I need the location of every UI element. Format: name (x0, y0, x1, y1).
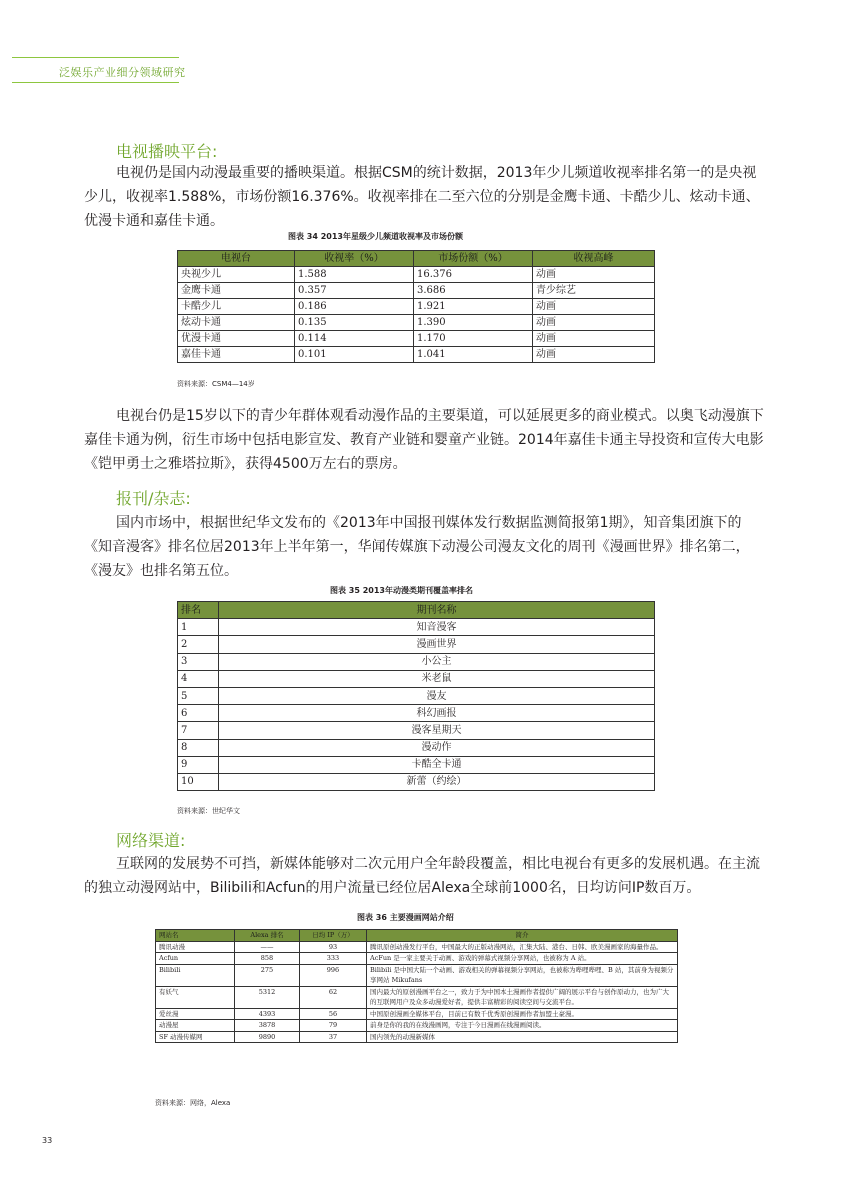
table-row (178, 739, 655, 756)
table-row (178, 670, 655, 687)
table-row (156, 941, 678, 953)
t34-cell: 1.170 (414, 331, 533, 347)
t34-cell: 动画 (533, 299, 655, 315)
t36-cell: Acfun (156, 953, 235, 965)
t34-cell: 嘉佳卡通 (178, 347, 295, 363)
t35-cell: 10 (178, 773, 219, 790)
t36-cell: 93 (300, 941, 367, 953)
t36-cell: 62 (300, 986, 367, 1008)
table-row (178, 773, 655, 790)
t35-cell: 7 (178, 722, 219, 739)
table-row (156, 1031, 678, 1043)
t34-cell: 动画 (533, 347, 655, 363)
t36-cell: 3878 (235, 1020, 300, 1032)
t35-cell: 2 (178, 636, 219, 653)
t36-cell: AcFun 是一家主要关于动画、游戏的弹幕式视频分享网站，也被称为 A 站。 (367, 953, 678, 965)
table34-caption: 图表 34 2013年星级少儿频道收视率及市场份额 (288, 232, 463, 241)
table36-caption: 图表 36 主要漫画网站介绍 (357, 913, 454, 922)
t36-cell: 37 (300, 1031, 367, 1043)
t34-cell: 1.921 (414, 299, 533, 315)
t36-cell: SF 动漫传媒网 (156, 1031, 235, 1043)
t36-h3: 简介 (367, 930, 678, 942)
table36-source: 资料来源：网络，Alexa (155, 1099, 231, 1107)
table-row (156, 964, 678, 986)
t35-cell: 3 (178, 653, 219, 670)
table-row (156, 1008, 678, 1020)
t34-h2: 市场份额（%） (414, 251, 533, 267)
table-row (156, 1020, 678, 1032)
header-rule-bottom (12, 82, 179, 83)
t35-cell: 新蕾（约绘） (219, 773, 655, 790)
t34-cell: 0.357 (295, 283, 414, 299)
t35-cell: 9 (178, 756, 219, 773)
t35-h0: 排名 (178, 602, 219, 619)
network-heading: 网络渠道: (116, 831, 186, 850)
t34-cell: 3.686 (414, 283, 533, 299)
table34 (177, 250, 655, 363)
table-row (178, 299, 655, 315)
table-row (178, 653, 655, 670)
t36-cell: 9890 (235, 1031, 300, 1043)
t35-cell: 6 (178, 705, 219, 722)
t36-cell: 79 (300, 1020, 367, 1032)
t35-h1: 期刊名称 (219, 602, 655, 619)
t36-h0: 网站名 (156, 930, 235, 942)
t35-cell: 漫友 (219, 687, 655, 704)
t34-cell: 炫动卡通 (178, 315, 295, 331)
table-row (178, 283, 655, 299)
t35-cell: 科幻画报 (219, 705, 655, 722)
tv-para2-text: 电视台仍是15岁以下的青少年群体观看动漫作品的主要渠道，可以延展更多的商业模式。以奥飞动漫旗下嘉佳卡通为例，衍生市场中包括电影宣发、教育产业链和婴童产业链。2014年嘉佳卡通主导投资和宣传大电影《铠甲勇士之雅塔拉斯》，获得4500万左右的票房。 (84, 408, 764, 472)
t34-cell: 1.588 (295, 267, 414, 283)
table-row (156, 986, 678, 1008)
t35-cell: 1 (178, 619, 219, 636)
table-row (156, 953, 678, 965)
t35-cell: 5 (178, 687, 219, 704)
table-row (178, 722, 655, 739)
table35 (177, 601, 655, 791)
t36-cell: 5312 (235, 986, 300, 1008)
t36-cell: 动漫屋 (156, 1020, 235, 1032)
t36-cell: 中国原创漫画全媒体平台，目前已有数千优秀原创漫画作者加盟土豪漫。 (367, 1008, 678, 1020)
t34-cell: 青少综艺 (533, 283, 655, 299)
t36-cell: 国内最大的原创漫画平台之一，致力于为中国本土漫画作者提供广阔的展示平台与创作原动力，也为广大的互联网用户及众多动漫爱好者，提供丰富精彩的阅读空间与交流平台。 (367, 986, 678, 1008)
t36-cell: 前身是你的我的在线漫画网，专注于今日漫画在线漫画阅读。 (367, 1020, 678, 1032)
table-row (178, 347, 655, 363)
t36-cell: Bilibili 是中国大陆一个动画、游戏相关的弹幕视频分享网站，也被称为哔哩哔哩、B 站，其前身为视频分享网站 Mikufans (367, 964, 678, 986)
tv-paragraph-2 (84, 404, 764, 476)
t36-cell: 4393 (235, 1008, 300, 1020)
t36-cell: 275 (235, 964, 300, 986)
t34-cell: 1.390 (414, 315, 533, 331)
table-row (178, 315, 655, 331)
t36-cell: 爱丝漫 (156, 1008, 235, 1020)
t34-cell: 0.135 (295, 315, 414, 331)
t36-cell: —— (235, 941, 300, 953)
t35-cell: 8 (178, 739, 219, 756)
t35-cell: 卡酷全卡通 (219, 756, 655, 773)
t36-cell: Bilibili (156, 964, 235, 986)
t35-cell: 米老鼠 (219, 670, 655, 687)
t34-cell: 动画 (533, 315, 655, 331)
t34-h0: 电视台 (178, 251, 295, 267)
t35-cell: 小公主 (219, 653, 655, 670)
table-row (178, 687, 655, 704)
t35-cell: 4 (178, 670, 219, 687)
magazine-paragraph (84, 511, 764, 583)
network-paragraph (84, 852, 764, 900)
table-row (178, 619, 655, 636)
t36-cell: 国内领先的动漫新媒体 (367, 1031, 678, 1043)
t34-cell: 0.101 (295, 347, 414, 363)
t34-cell: 金鹰卡通 (178, 283, 295, 299)
magazine-heading: 报刊/杂志: (116, 489, 191, 508)
header-rule-top (12, 57, 179, 58)
t35-cell: 知音漫客 (219, 619, 655, 636)
t36-cell: 333 (300, 953, 367, 965)
t36-cell: 996 (300, 964, 367, 986)
tv-heading: 电视播映平台: (116, 142, 218, 161)
t34-cell: 优漫卡通 (178, 331, 295, 347)
t35-cell: 漫客星期天 (219, 722, 655, 739)
page-number: 33 (42, 1136, 53, 1145)
tv-paragraph-1 (84, 161, 764, 233)
t36-h1: Alexa 排名 (235, 930, 300, 942)
t36-cell: 有妖气 (156, 986, 235, 1008)
table-row (178, 267, 655, 283)
t34-cell: 卡酷少儿 (178, 299, 295, 315)
t35-cell: 漫动作 (219, 739, 655, 756)
table35-source: 资料来源：世纪华文 (177, 807, 240, 815)
table36 (155, 929, 678, 1043)
t34-cell: 动画 (533, 267, 655, 283)
table-row (178, 331, 655, 347)
t34-cell: 1.041 (414, 347, 533, 363)
t34-cell: 央视少儿 (178, 267, 295, 283)
t34-cell: 动画 (533, 331, 655, 347)
t36-h2: 日均 IP（万） (300, 930, 367, 942)
t34-h3: 收视高峰 (533, 251, 655, 267)
table-row (178, 756, 655, 773)
t34-cell: 0.186 (295, 299, 414, 315)
table34-source: 资料来源：CSM4—14岁 (177, 380, 255, 388)
t34-cell: 16.376 (414, 267, 533, 283)
table-row (178, 636, 655, 653)
table-row (178, 705, 655, 722)
t35-cell: 漫画世界 (219, 636, 655, 653)
t36-cell: 腾讯动漫 (156, 941, 235, 953)
t36-cell: 858 (235, 953, 300, 965)
table35-caption: 图表 35 2013年动漫类期刊覆盖率排名 (330, 586, 473, 595)
mag-para-text: 国内市场中，根据世纪华文发布的《2013年中国报刊媒体发行数据监测简报第1期》，知音集团旗下的《知音漫客》排名位居2013年上半年第一，华闻传媒旗下动漫公司漫友文化的周刊《漫画世界》排名第二，《漫友》也排名第五位。 (84, 515, 750, 579)
t34-h1: 收视率（%） (295, 251, 414, 267)
header-title: 泛娱乐产业细分领域研究 (59, 66, 186, 79)
net-para-text: 互联网的发展势不可挡，新媒体能够对二次元用户全年龄段覆盖，相比电视台有更多的发展机遇。在主流的独立动漫网站中，Bilibili和Acfun的用户流量已经位居Alexa全球前1000名，日均访问IP数百万。 (84, 856, 760, 896)
t36-cell: 56 (300, 1008, 367, 1020)
tv-para1-text: 电视仍是国内动漫最重要的播映渠道。根据CSM的统计数据，2013年少儿频道收视率排名第一的是央视少儿，收视率1.588%，市场份额16.376%。收视率排在二至六位的分别是金鹰卡通、卡酷少儿、炫动卡通、优漫卡通和嘉佳卡通。 (84, 165, 760, 229)
t34-cell: 0.114 (295, 331, 414, 347)
t36-cell: 腾讯原创动漫发行平台，中国最大的正版动漫网站，汇集大陆、港台、日韩、欧美漫画家的海量作品。 (367, 941, 678, 953)
